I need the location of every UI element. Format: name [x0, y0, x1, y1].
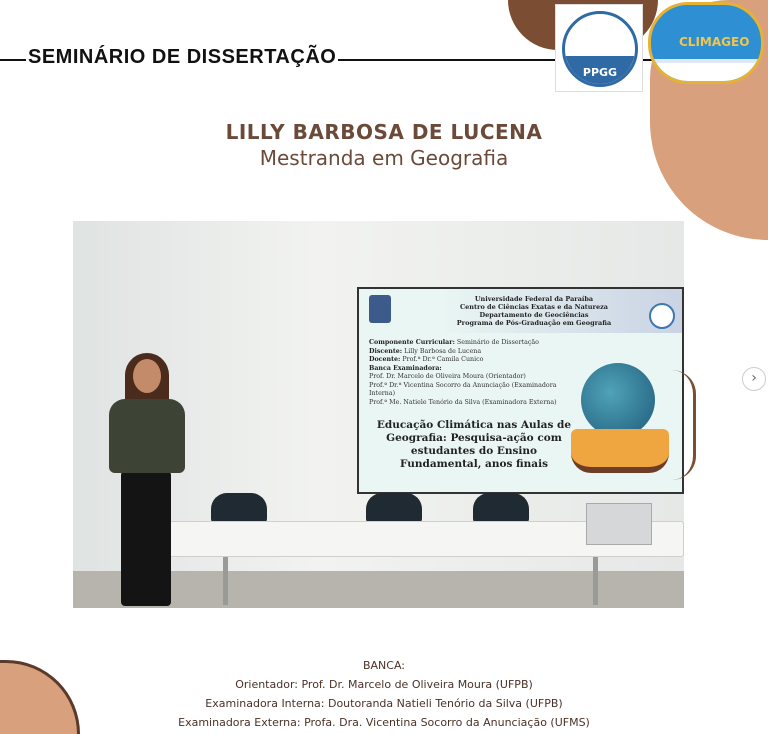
- chair: [366, 493, 422, 523]
- ufpb-logo: [369, 295, 391, 323]
- page-title: SEMINÁRIO DE DISSERTAÇÃO: [28, 46, 337, 68]
- student-role: Mestranda em Geografia: [259, 146, 509, 170]
- banca-line: Examinadora Externa: Profa. Dra. Vicentina Socorro da Anunciação (UFMS): [178, 716, 590, 729]
- person-face: [133, 359, 161, 393]
- slide-info: Componente Curricular: Seminário de Dissertação Discente: Lilly Barbosa de Lucena Docente: Prof.ª Dr.ª Camila Cunico Banca Examinadora: Prof. Dr. Marcelo de Oliveira Moura (Orientador) Prof.ª Dr.ª Vicentina Socorro da Anunciação (Examinadora Interna) Prof.ª Me. Natiele Tenório da Silva (Examinadora Externa): [369, 339, 557, 406]
- seminar-photo: [73, 221, 684, 608]
- climageo-logo: CLIMAGEO: [648, 2, 764, 84]
- laptop: [586, 503, 652, 545]
- banca-heading: BANCA:: [362, 659, 406, 672]
- banca-line: Examinadora Interna: Doutoranda Natieli Tenório da Silva (UFPB): [205, 697, 563, 710]
- ppgg-logo-small: [649, 303, 675, 329]
- table-leg: [223, 557, 228, 605]
- banca-line: Orientador: Prof. Dr. Marcelo de Oliveira Moura (UFPB): [235, 678, 533, 691]
- next-slide-button[interactable]: ›: [742, 367, 766, 391]
- chair: [211, 493, 267, 523]
- person-pants: [121, 471, 171, 606]
- banca-section: [0, 656, 768, 732]
- decorative-arc: [672, 370, 696, 480]
- globe-illustration: [581, 363, 655, 437]
- projected-slide: [357, 287, 684, 494]
- chair: [473, 493, 529, 523]
- book-illustration: [571, 429, 669, 473]
- ppgg-logo: PPGG: [555, 4, 643, 92]
- student-name: LILLY BARBOSA DE LUCENA: [225, 120, 543, 144]
- table-leg: [593, 557, 598, 605]
- person-top: [109, 399, 185, 473]
- slide-title: Educação Climática nas Aulas de Geografia: Pesquisa-ação com estudantes do Ensino Fundamental, anos finais: [376, 419, 572, 470]
- slide-institution: Universidade Federal da Paraíba Centro de Ciências Exatas e da Natureza Departamento de Geociências Programa de Pós-Graduação em Geografia: [456, 295, 612, 327]
